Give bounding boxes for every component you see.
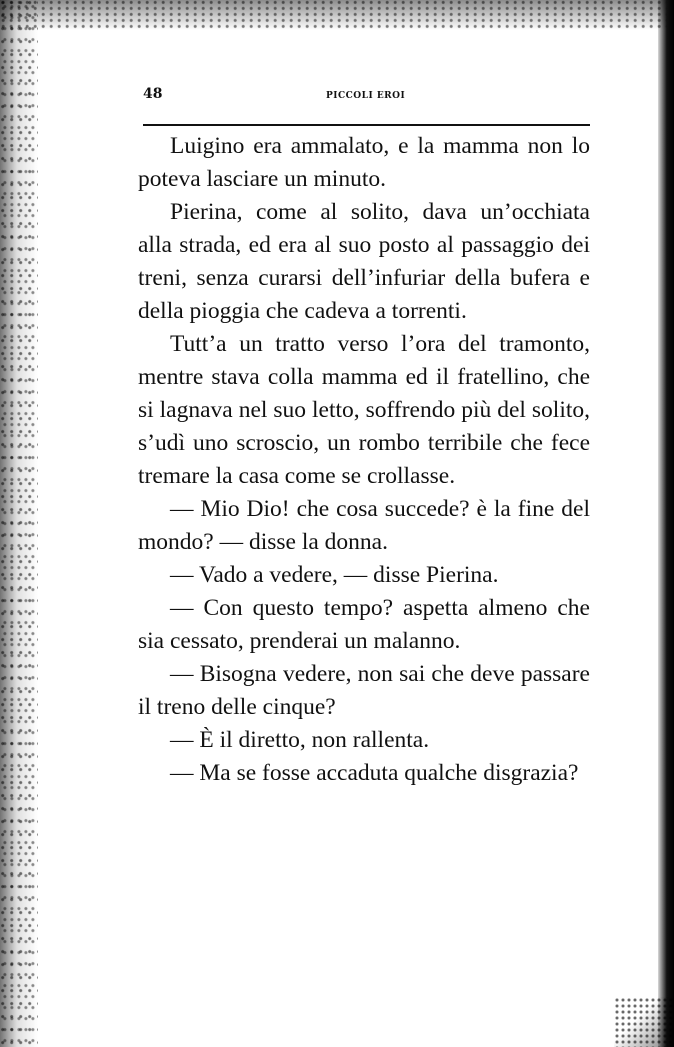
scan-edge-top bbox=[0, 0, 674, 30]
dialogue-line: — È il diretto, non rallenta. bbox=[170, 727, 430, 753]
page-number: 48 bbox=[143, 86, 163, 102]
scan-edge-left bbox=[0, 0, 38, 1047]
paragraph: Pierina, come al solito, dava un’occhiata alla strada, ed era al suo posto al passaggio dei treni, senza curarsi dell’infuriar della bufera e della pioggia che cadeva a torrenti. bbox=[138, 199, 590, 324]
dialogue-line: — Ma se fosse accaduta qualche disgrazia? bbox=[170, 760, 579, 786]
paragraph: Luigino era ammalato, e la mamma non lo poteva lasciare un minuto. bbox=[138, 133, 590, 192]
dialogue-line: — Bisogna vedere, non sai che deve passare il treno delle cinque? bbox=[138, 661, 590, 720]
header-rule bbox=[143, 124, 590, 126]
scan-edge-bottom-right bbox=[614, 997, 674, 1047]
scan-edge-right bbox=[658, 0, 674, 1047]
dialogue-line: — Mio Dio! che cosa succede? è la fine del mondo? — disse la donna. bbox=[138, 496, 590, 555]
paragraph: Tutt’a un tratto verso l’ora del tramonto, mentre stava colla mamma ed il fratellino, che si lagnava nel suo letto, soffrendo più del solito, s’udì uno scroscio, un rombo terribile che fece tremare la casa come se crollasse. bbox=[138, 331, 590, 489]
dialogue-line: — Vado a vedere, — disse Pierina. bbox=[170, 562, 499, 588]
running-head: PICCOLI EROI bbox=[326, 91, 406, 101]
body-text bbox=[138, 130, 590, 790]
page-header bbox=[143, 86, 588, 108]
dialogue-line: — Con questo tempo? aspetta almeno che sia cessato, prenderai un malanno. bbox=[138, 595, 590, 654]
